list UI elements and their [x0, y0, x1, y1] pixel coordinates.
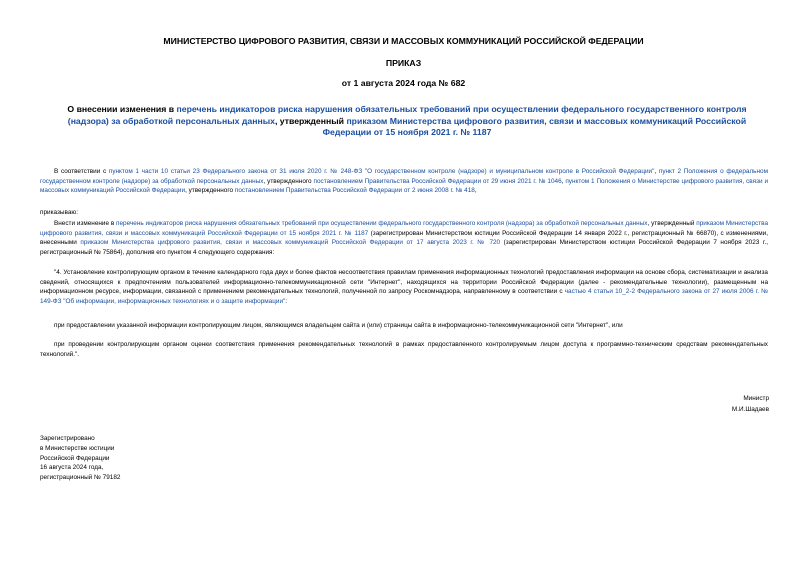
signature-block — [732, 393, 769, 415]
amend-text: Внести изменение в — [54, 220, 117, 227]
amend-link-order-1187[interactable]: приказом Министерства цифрового развития, связи и массовых коммуникаций Российской Федерации от 15 ноября 2021 г. № 1187 — [40, 220, 768, 237]
subject-text-1: О внесении изменения в — [67, 104, 177, 114]
case-2-paragraph: при проведении контролирующим органом оценки соответствия применения рекомендательных технологий в рамках предоставленного контролируемым лицом доступа к программно-техническим средствам рекомендательных технологий.". — [40, 341, 768, 358]
doc-date-number: от 1 августа 2024 года № 682 — [341, 78, 466, 88]
signer-position: Министр — [743, 395, 769, 402]
point-4-paragraph — [40, 268, 768, 306]
basis-text: , утвержденного — [263, 177, 314, 185]
subject-link-order[interactable]: приказом Министерства цифрового развития, связи и массовых коммуникаций Российской Федерации от 15 ноября 2021 г. № 1187 — [322, 115, 747, 138]
amend-text: , утвержденный — [647, 220, 697, 227]
registration-line: Зарегистрировано — [40, 435, 95, 442]
basis-text: , — [474, 187, 477, 195]
amend-link-order-720[interactable]: приказом Министерства цифрового развития, связи и массовых коммуникаций Российской Федерации от 17 августа 2023 г. № 720 — [80, 239, 501, 247]
basis-paragraph — [40, 167, 768, 196]
amend-link-list[interactable]: перечень индикаторов риска нарушения обязательных требований при осуществлении федерального государственного контроля (надзора) за обработкой персональных данных — [116, 220, 648, 227]
basis-link-ministry-regulation[interactable]: пунктом 1 Положения о Министерстве цифрового развития, связи и массовых коммуникаций Российской Федерации — [40, 177, 769, 195]
basis-link-resolution-418[interactable]: постановлением Правительства Российской Федерации от 2 июня 2008 г. № 418 — [234, 187, 475, 195]
registration-block — [40, 434, 120, 483]
basis-text: , утвержденного — [185, 187, 235, 195]
case-1-paragraph: при предоставлении указанной информации контролирующим лицом, являющимся владельцем сайта и (или) страницы сайта в информационно-телекоммуникационной сети "Интернет", или — [54, 322, 623, 329]
order-word: приказываю: — [40, 209, 78, 216]
point4-text: : — [285, 297, 288, 305]
amend-text: (зарегистрирован Министерством юстиции Российской Федерации 7 ноября 2023 г., регистрационный № 75864), дополнив его пунктом 4 следующего содержания: — [40, 239, 768, 256]
point4-text: "4. Установление контролирующим органом в течение календарного года двух и более фактов несоответствия правилам применения информационных технологий предоставления информации на основе сбора, систематизации и анализа сведений, относящихся к предпочтениям пользователей информационно-телекоммуникационной сети "Интернет", находящихся на территории Российской Федерации (далее - рекомендательные технологии), размещенным на информационном ресурсе, информации, связанной с применением рекомендательных технологий, полученной по запросу Роскомнадзора, направленному в соответствии с — [40, 269, 768, 296]
ministry-header: МИНИСТЕРСТВО ЦИФРОВОГО РАЗВИТИЯ, СВЯЗИ И МАССОВЫХ КОММУНИКАЦИЙ РОССИЙСКОЙ ФЕДЕРАЦИИ — [163, 36, 644, 46]
registration-line: в Министерстве юстиции — [40, 444, 115, 452]
basis-text: , — [561, 177, 566, 185]
amend-text: (зарегистрирован Министерством юстиции Российской Федерации 14 января 2022 г., регистрационный № 66870), с изменениями, внесенными — [40, 229, 768, 247]
basis-text: , — [654, 168, 659, 175]
signer-name: М.И.Шадаев — [731, 406, 769, 413]
point4-link-law-149[interactable]: частью 4 статьи 10_2-2 Федерального закона от 27 июля 2006 г. № 149-ФЗ "Об информации, информационных технологиях и о защите информации" — [40, 288, 768, 305]
subject-link-list[interactable]: перечень индикаторов риска нарушения обязательных требований при осуществлении федерального государственного контроля (надзора) за обработкой персональных данных — [67, 104, 747, 126]
basis-text: В соответствии с — [54, 168, 109, 175]
basis-link-law-248[interactable]: пунктом 1 части 10 статьи 23 Федерального закона от 31 июля 2020 г. № 248-ФЗ "О государственном контроле (надзоре) и муниципальном контроле в Российской Федерации" — [108, 168, 655, 175]
doc-type: ПРИКАЗ — [385, 58, 422, 68]
document-subject — [46, 104, 768, 139]
basis-link-regulation[interactable]: пункт 2 Положения о федеральном государственном контроле (надзоре) за обработкой персональных данных — [40, 168, 768, 185]
registration-number: регистрационный № 79182 — [40, 474, 121, 482]
amendment-paragraph — [40, 219, 768, 257]
registration-date: 16 августа 2024 года, — [40, 464, 104, 472]
basis-link-resolution-1046[interactable]: постановлением Правительства Российской Федерации от 29 июня 2021 г. № 1046 — [313, 177, 562, 185]
subject-text-2: , утвержденный — [274, 115, 347, 126]
registration-line: Российской Федерации — [40, 454, 110, 462]
